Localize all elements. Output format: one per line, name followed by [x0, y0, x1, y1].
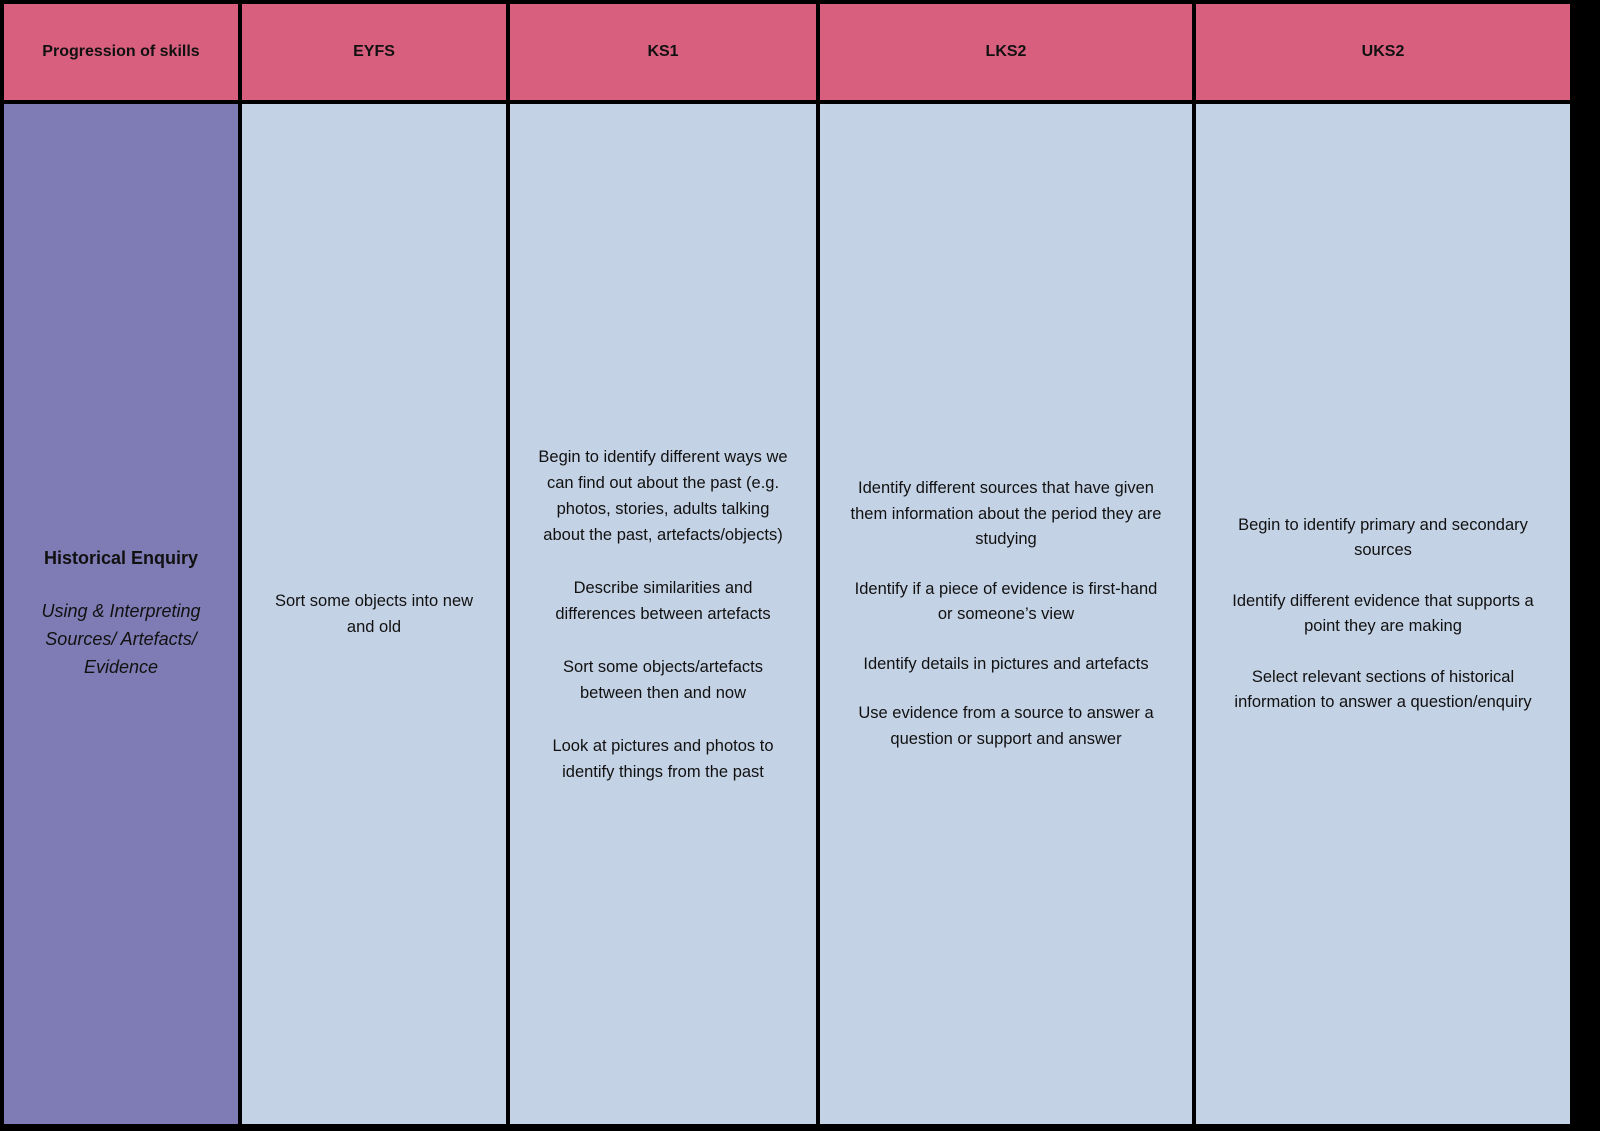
lks2-statement: Use evidence from a source to answer a question or support and answer [858, 704, 1154, 748]
cell-lks2 [820, 104, 1192, 1124]
ks1-statement: Sort some objects/artefacts between then and now [563, 657, 763, 702]
row-title: Historical Enquiry [43, 547, 199, 568]
cell-uks2 [1196, 104, 1570, 1124]
header-lks2: LKS2 [820, 4, 1192, 100]
lks2-statement: Identify details in pictures and artefacts [863, 654, 1149, 673]
row-header-historical-enquiry [4, 104, 238, 1124]
cell-eyfs [242, 104, 506, 1124]
uks2-statement: Begin to identify primary and secondary sources [1238, 515, 1528, 559]
uks2-statement: Select relevant sections of historical information to answer a question/enquiry [1234, 667, 1532, 711]
eyfs-statement: Sort some objects into new and old [274, 592, 474, 636]
header-ks1: KS1 [510, 4, 816, 100]
uks2-statement: Identify different evidence that supports a point they are making [1232, 591, 1534, 635]
cell-ks1 [510, 104, 816, 1124]
ks1-statement: Describe similarities and differences between artefacts [555, 578, 771, 623]
header-uks2: UKS2 [1196, 4, 1570, 100]
lks2-statement: Identify different sources that have given them information about the period they are studying [850, 479, 1162, 548]
ks1-statement: Look at pictures and photos to identify things from the past [552, 736, 774, 781]
row-subtitle: Using & Interpreting Sources/ Artefacts/ Evidence [41, 600, 201, 677]
lks2-statement: Identify if a piece of evidence is first-hand or someone’s view [854, 579, 1158, 623]
ks1-statement: Begin to identify different ways we can find out about the past (e.g. photos, stories, adults talking about the past, artefacts/objects) [538, 447, 788, 544]
header-progression-of-skills: Progression of skills [4, 4, 238, 100]
header-eyfs: EYFS [242, 4, 506, 100]
